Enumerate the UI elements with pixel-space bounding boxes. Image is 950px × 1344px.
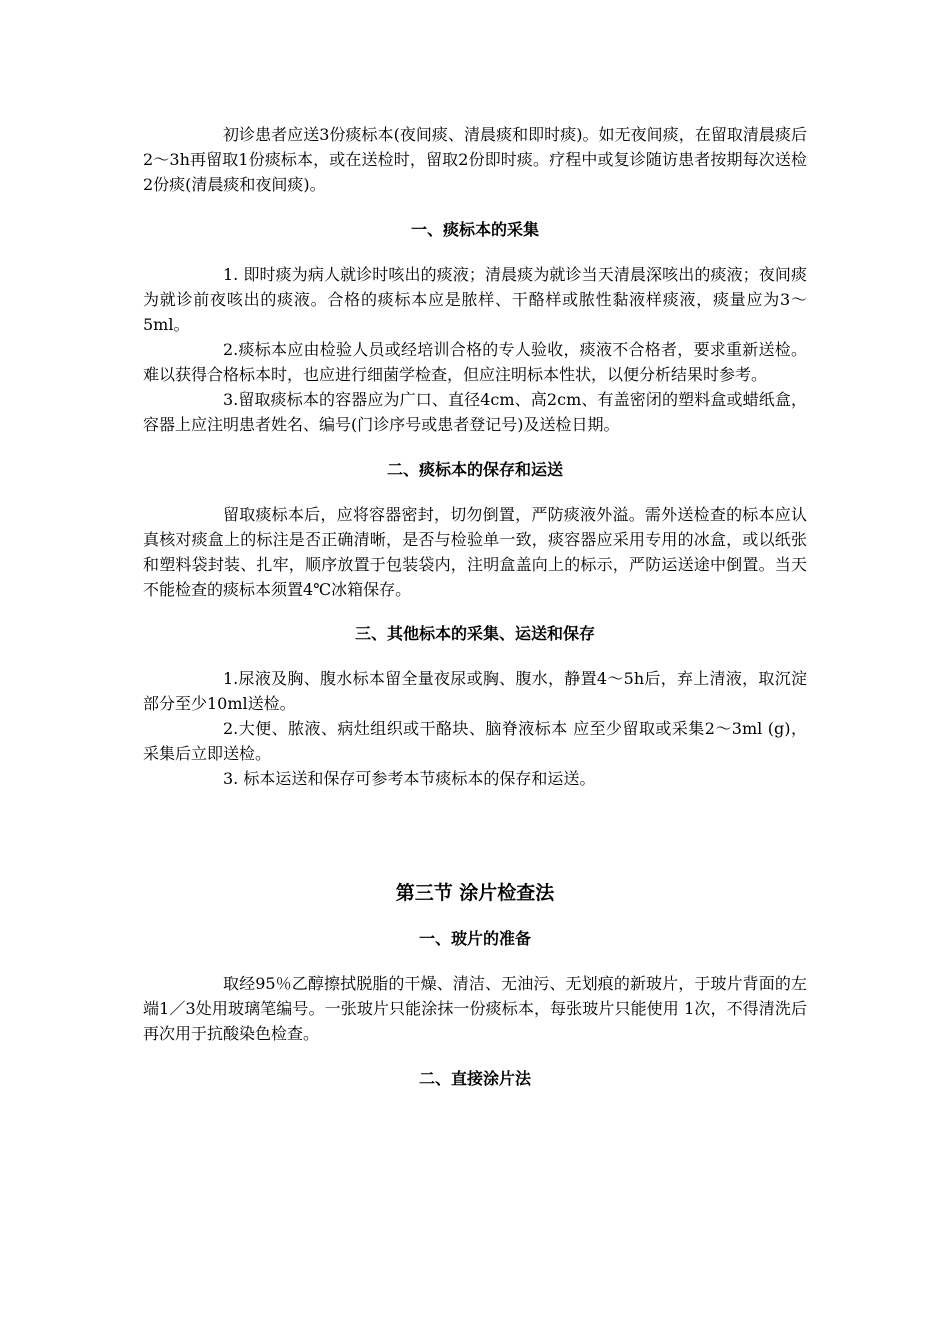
section-heading-direct-smear: 二、直接涂片法 (418, 1069, 531, 1088)
slide-prep-paragraph-1: 取经95％乙醇擦拭脱脂的干燥、清洁、无油污、无划痕的新玻片，于玻片背面的左端1／3处用玻璃笔编号。一张玻片只能涂抹一份痰标本，每张玻片只能使用 1次，不得清洗后再次用于抗酸染色检查。 (143, 974, 807, 1043)
other-specimens-paragraph-1: 1.尿液及胸、腹水标本留全量夜尿或胸、腹水，静置4～5h后，弃上清液，取沉淀部分至少10ml送检。 (143, 669, 807, 713)
document-page (143, 122, 807, 1091)
intro-paragraph: 初诊患者应送3份痰标本(夜间痰、清晨痰和即时痰)。如无夜间痰，在留取清晨痰后2～3h再留取1份痰标本，或在送检时，留取2份即时痰。疗程中或复诊随访患者按期每次送检2份痰(清晨痰和夜间痰)。 (143, 125, 807, 194)
chapter-title: 第三节 涂片检查法 (395, 882, 555, 904)
collection-paragraph-3: 3.留取痰标本的容器应为广口、直径4cm、高2cm、有盖密闭的塑料盒或蜡纸盒，容器上应注明患者姓名、编号(门诊序号或患者登记号)及送检日期。 (143, 390, 807, 434)
storage-paragraph-1: 留取痰标本后，应将容器密封，切勿倒置，严防痰液外溢。需外送检查的标本应认真核对痰盒上的标注是否正确清晰，是否与检验单一致，痰容器应采用专用的冰盒，或以纸张和塑料袋封装、扎牢，顺序放置于包装袋内，注明盒盖向上的标示，严防运送途中倒置。当天不能检查的痰标本须置4℃冰箱保存。 (143, 505, 807, 599)
other-specimens-paragraph-3: 3. 标本运送和保存可参考本节痰标本的保存和运送。 (223, 769, 596, 788)
section-heading-slide-prep: 一、玻片的准备 (418, 929, 531, 948)
collection-paragraph-2: 2.痰标本应由检验人员或经培训合格的专人验收，痰液不合格者，要求重新送检。难以获得合格标本时，也应进行细菌学检查，但应注明标本性状，以便分析结果时参考。 (143, 340, 807, 384)
section-heading-other-specimens: 三、其他标本的采集、运送和保存 (354, 624, 595, 643)
section-heading-storage: 二、痰标本的保存和运送 (386, 460, 563, 479)
section-heading-collection: 一、痰标本的采集 (410, 220, 539, 239)
other-specimens-paragraph-2: 2.大便、脓液、病灶组织或干酪块、脑脊液标本 应至少留取或采集2～3ml (g)，采集后立即送检。 (143, 719, 807, 763)
collection-paragraph-1: 1. 即时痰为病人就诊时咳出的痰液；清晨痰为就诊当天清晨深咳出的痰液；夜间痰为就诊前夜咳出的痰液。合格的痰标本应是脓样、干酪样或脓性黏液样痰液，痰量应为3～5ml。 (143, 265, 807, 334)
